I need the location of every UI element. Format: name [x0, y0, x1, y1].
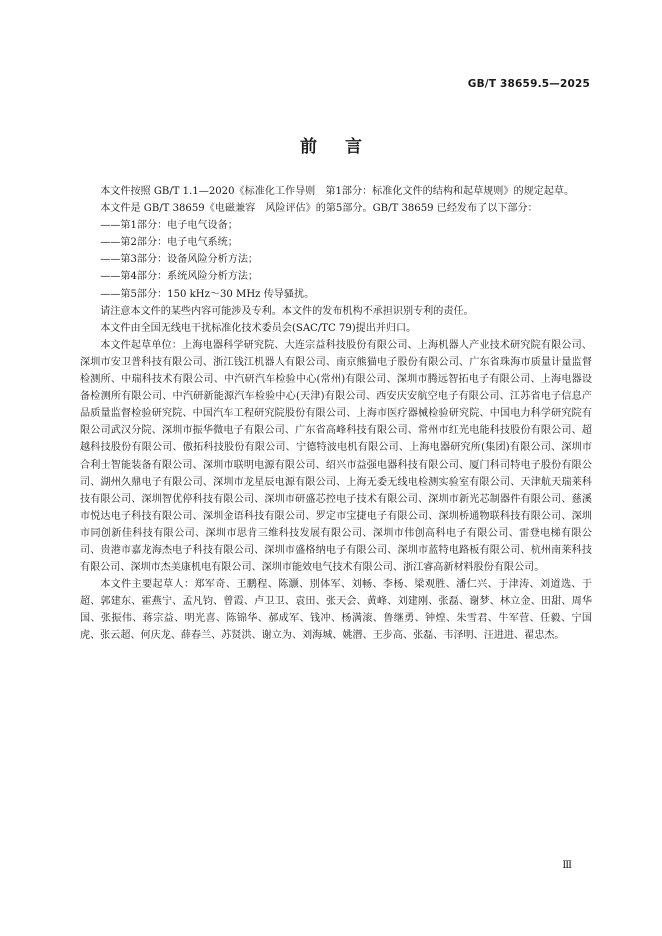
list-item: ——第1部分：电子电气设备； — [100, 220, 238, 232]
paragraph-patent-notice: 请注意本文件的某些内容可能涉及专利。本文件的发布机构不承担识别专利的责任。 — [100, 305, 474, 317]
paragraph-drafting-units: 本文件起草单位：上海电器科学研究院、大连宗益科技股份有限公司、上海机器人产业技术研究院有限公司、深圳市安卫普科技有限公司、浙江钱江机器人有限公司、南京熊猫电子股份有限公司、广东省珠海市质量计量监督检测所、中瑞科技术有限公司、中汽研汽车检验中心(常州)有限公司、深圳市腾远智拓电子有限公司、上海电器设备检测所有限公司、中汽研新能源汽车检验中心(天津)有限公司、西安庆安航空电子有限公司、江苏省电子信息产品质量监督检验研究院、中国汽车工程研究院股份有限公司、上海市医疗器械检验研究院、中国电力科学研究院有限公司武汉分院、深圳市振华微电子有限公司、广东省高峰科技有限公司、常州市红光电能科技股份有限公司、超越科技股份有限公司、傲拓科技股份有限公司、宁德特波电机有限公司、上海电器研究所(集团)有限公司、深圳市合利士智能装备有限公司、深圳市联明电源有限公司、绍兴市益强电器科技有限公司、厦门科司特电子股份有限公司、湖州久鼎电子有限公司、深圳市龙星辰电源有限公司、上海无委无线电检测实验室有限公司、天津航天瑞莱科技有限公司、深圳智优停科技有限公司、深圳市研盛芯控电子技术有限公司、深圳市新光芯制器件有限公司、慈溪市悦达电子科技有限公司、深圳金语科技有限公司、罗定市宝捷电子有限公司、深圳桥通物联科技有限公司、深圳市同创新佳科技有限公司、深圳市思肯三维科技发展有限公司、深圳市伟创高科电子有限公司、雷登电梯有限公司、贵港市嘉龙海杰电子科技有限公司、深圳市盛格纳电子有限公司、深圳市蓝特电路板有限公司、杭州南莱科技有限公司、深圳市杰美康机电有限公司、深圳市能效电气技术有限公司、浙江睿高新材料股份有限公司。 — [80, 339, 592, 574]
paragraph-drafting-rules: 本文件按照 GB/T 1.1—2020《标准化工作导则 第1部分：标准化文件的结构和起草规则》的规定起草。 — [100, 186, 575, 197]
paragraph-committee: 本文件由全国无线电干扰标准化技术委员会(SAC/TC 79)提出并归口。 — [100, 322, 417, 334]
page-title: 前言 — [300, 137, 390, 157]
list-item: ——第2部分：电子电气系统； — [100, 237, 238, 249]
paragraph-series-intro: 本文件是 GB/T 38659《电磁兼容 风险评估》的第5部分。GB/T 38659 已经发布了以下部分： — [100, 203, 538, 215]
list-item: ——第4部分：系统风险分析方法； — [100, 271, 259, 283]
list-item: ——第3部分：设备风险分析方法； — [100, 254, 259, 266]
paragraph-drafters: 本文件主要起草人：郑军奇、王鹏程、陈灏、別体军、刘畅、李杨、梁观胜、潘仁兴、于津涛、刘道选、于超、郭建东、霍燕宁、孟凡钧、曾霞、卢卫卫、袁田、张天会、黄峰、刘建刚、张磊、谢梦、林立金、田甜、周华国、张振伟、蒋宗益、明光喜、陈锦华、郝成军、钱冲、杨满滚、鲁继勇、钟煌、朱雪君、牛军营、任毅、宁国虎、张云超、何庆龙、薛春兰、苏贤洪、谢立为、刘海城、姚潜、王步高、张磊、韦泽明、汪进进、翟忠杰。 — [80, 579, 592, 642]
standard-number: GB/T 38659.5—2025 — [467, 78, 590, 90]
foreword-body — [80, 183, 592, 645]
page-number: Ⅲ — [562, 860, 572, 871]
list-item: ——第5部分：150 kHz～30 MHz 传导骚扰。 — [100, 288, 315, 300]
